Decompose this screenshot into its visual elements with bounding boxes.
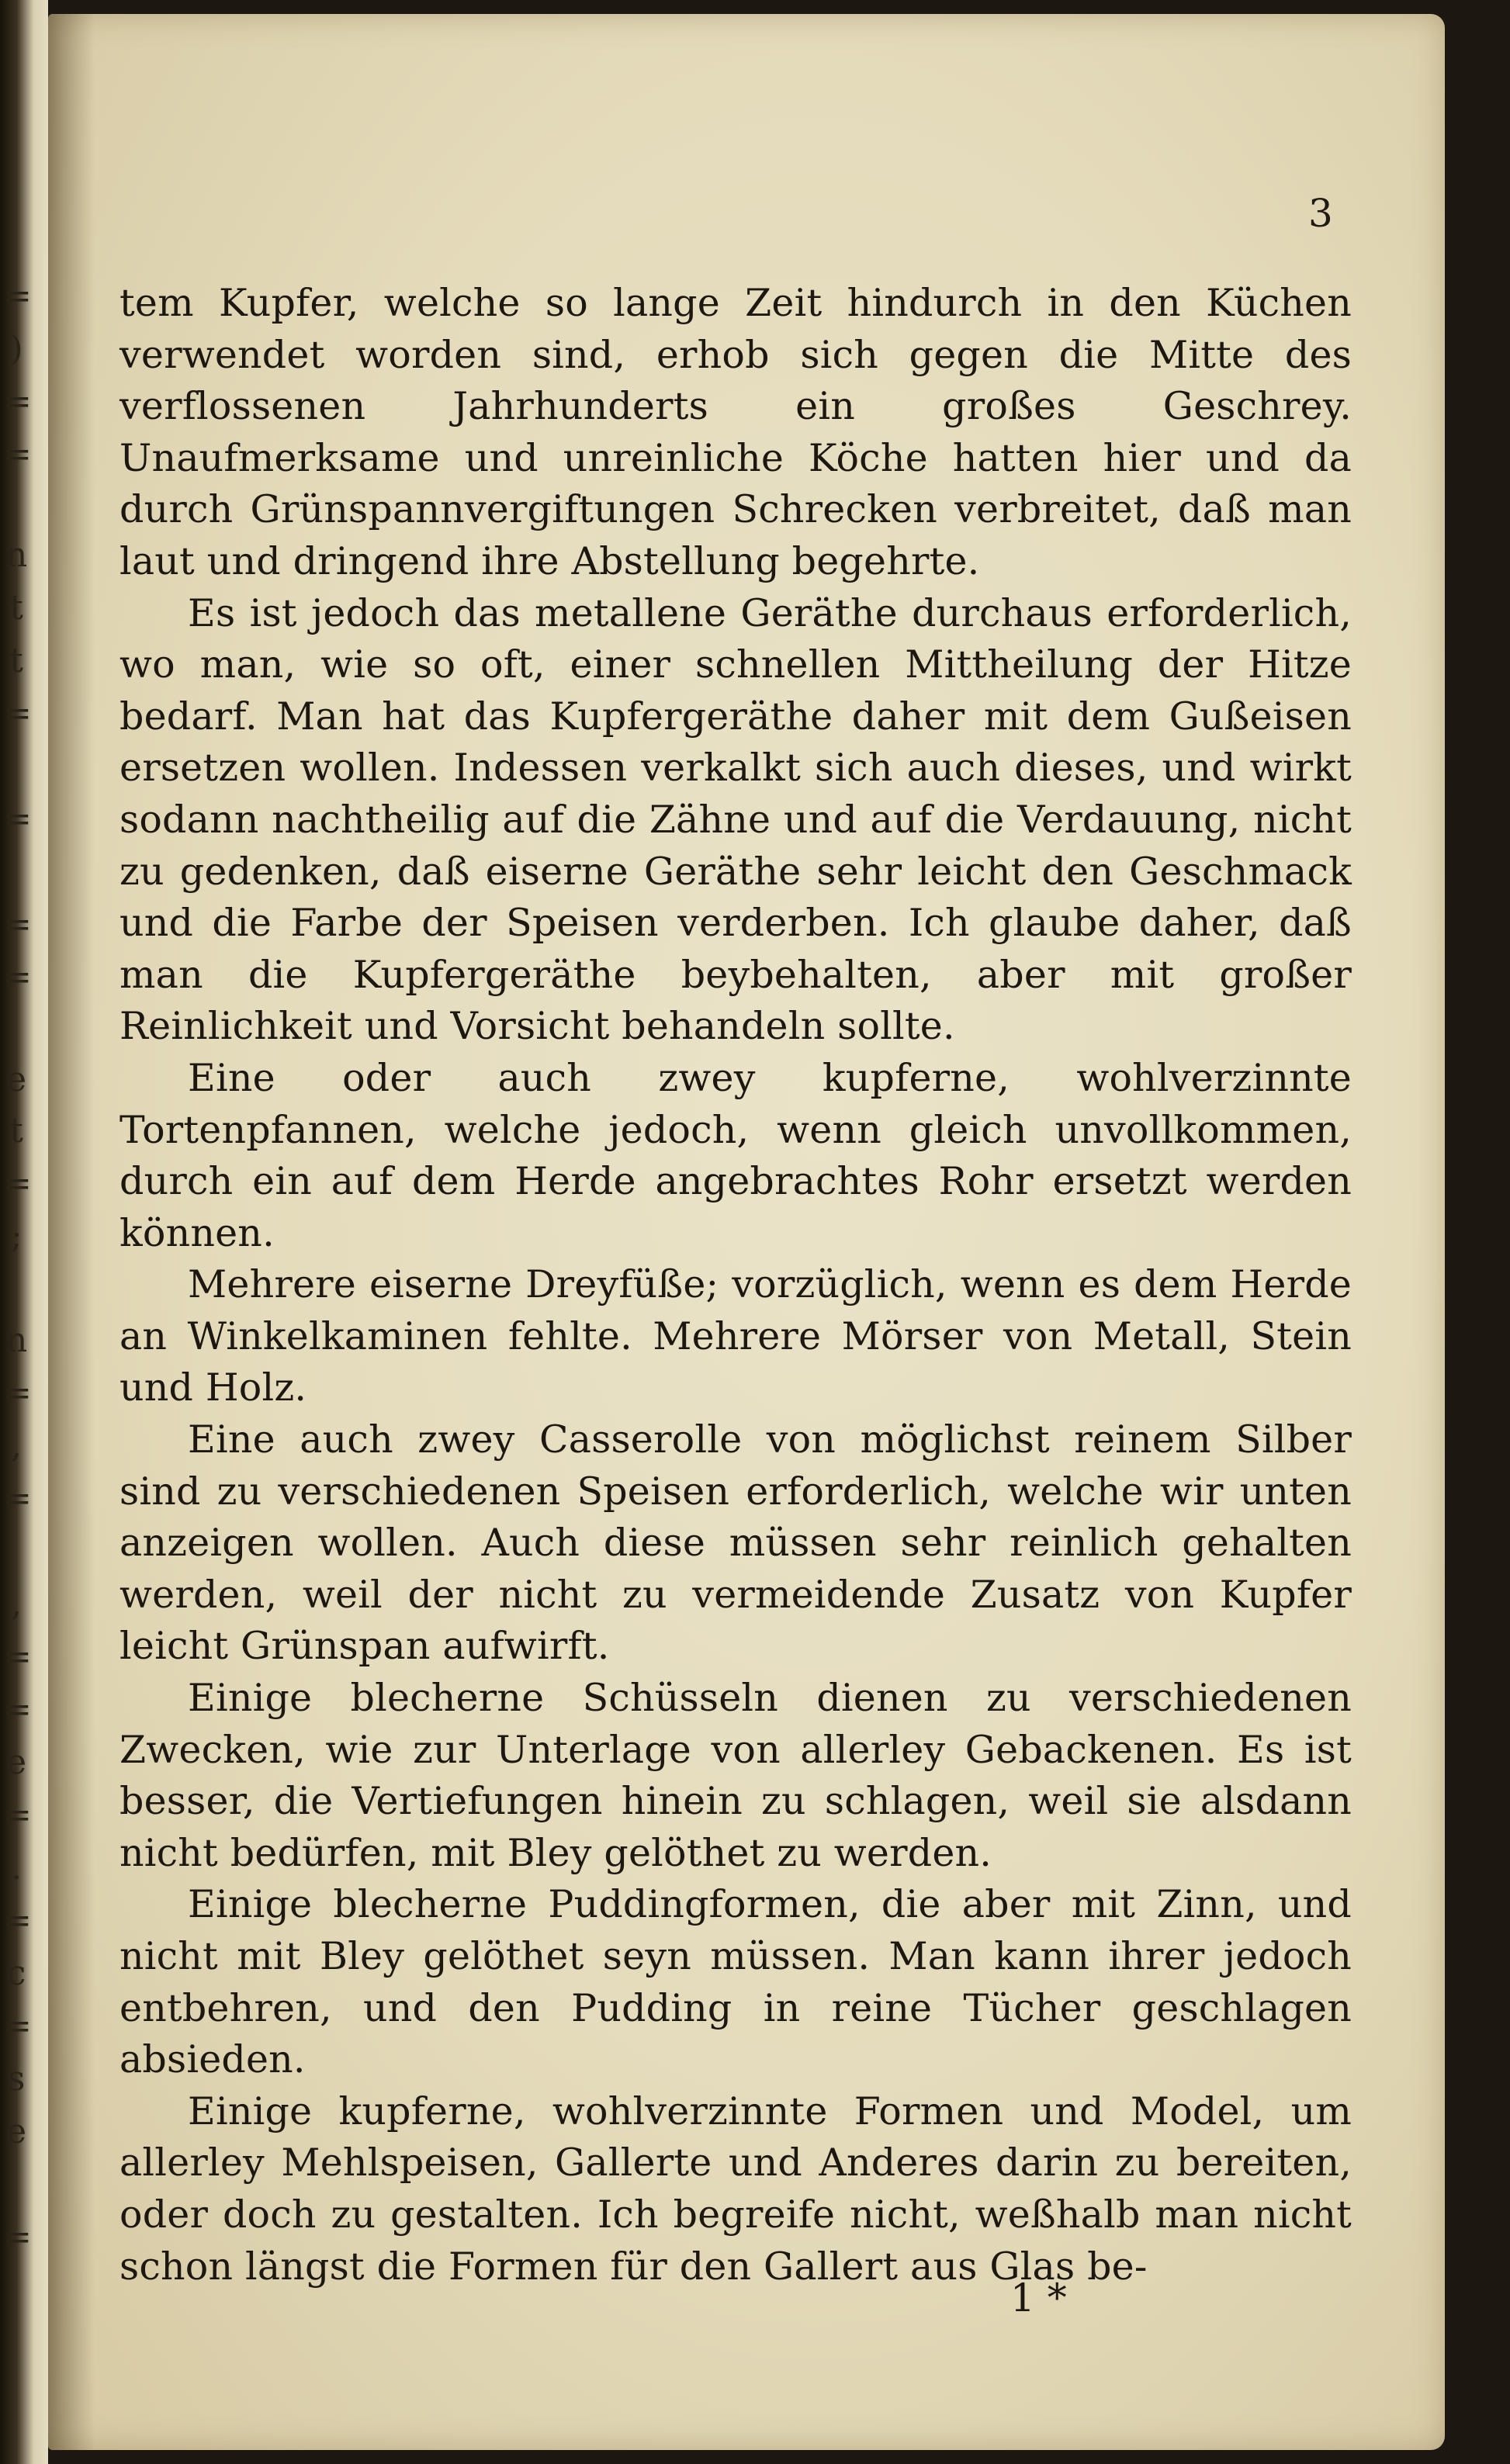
facing-page-glyph: = — [3, 1637, 32, 1677]
body-text — [119, 278, 1352, 2293]
facing-page-glyph: t — [9, 588, 23, 628]
facing-page-glyph: n — [5, 535, 28, 575]
facing-page-glyph: e — [5, 2112, 27, 2151]
facing-page-glyph: . — [11, 1848, 22, 1888]
page-number: 3 — [1308, 191, 1333, 236]
facing-page-glyph: = — [3, 2217, 32, 2257]
facing-page-glyph: = — [3, 957, 32, 997]
facing-page-glyph: = — [3, 382, 32, 421]
facing-page-edge — [0, 0, 48, 2464]
facing-page-glyph: = — [3, 1164, 32, 1203]
facing-page-glyph: e — [5, 1060, 27, 1099]
facing-page-glyph: = — [3, 1690, 32, 1729]
facing-page-glyph: = — [3, 1479, 32, 1518]
facing-page-glyph: = — [3, 276, 32, 316]
facing-page-glyph: ; — [10, 1216, 23, 1256]
paragraph: Eine oder auch zwey kupferne, wohlverzinnte Tortenpfannen, welche jedoch, wenn gleich unvollkommen, durch ein auf dem Herde angebrachtes Rohr ersetzt werden können. — [119, 1055, 1352, 1255]
gutter-shadow — [48, 14, 95, 2450]
facing-page-glyph: s — [7, 2059, 26, 2099]
paragraph: Einige kupferne, wohlverzinnte Formen und Model, um allerley Mehlspeisen, Gallerte und Anderes darin zu bereiten, oder doch zu gestalten. Ich begreife nicht, weßhalb man nicht schon längst die Formen für den Gallert aus Glas be- — [119, 2089, 1352, 2289]
facing-page-glyph: = — [3, 799, 32, 839]
facing-page-glyph: e — [5, 1742, 27, 1782]
facing-page-glyph: n — [5, 1320, 28, 1360]
facing-page-glyph: , — [11, 1584, 22, 1624]
paragraph: tem Kupfer, welche so lange Zeit hindurch in den Küchen verwendet worden sind, erhob sich gegen die Mitte des verflossenen Jahrhunderts ein großes Geschrey. Unaufmerksame und unreinliche Köche hatten hier und da durch Grünspannvergiftungen Schrecken verbreitet, daß man laut und dringend ihre Abstellung begehrte. — [119, 281, 1352, 583]
facing-page-glyph: = — [3, 1373, 32, 1413]
paragraph: Eine auch zwey Casserolle von möglichst reinem Silber sind zu verschiedenen Speisen erforderlich, welche wir unten anzeigen wollen. Auch diese müssen sehr reinlich gehalten werden, weil der nicht zu vermeidende Zusatz von Kupfer leicht Grünspan aufwirft. — [119, 1417, 1352, 1669]
paragraph: Es ist jedoch das metallene Geräthe durchaus erforderlich, wo man, wie so oft, einer schnellen Mittheilung der Hitze bedarf. Man hat das Kupfergeräthe daher mit dem Gußeisen ersetzen wollen. Indessen verkalkt sich auch dieses, und wirkt sodann nachtheilig auf die Zähne und auf die Verdauung, nicht zu gedenken, daß eiserne Geräthe sehr leicht den Geschmack und die Farbe der Speisen verderben. Ich glaube daher, daß man die Kupfergeräthe beybehalten, aber mit großer Reinlichkeit und Vorsicht behandeln sollte. — [119, 590, 1352, 1049]
paragraph: Einige blecherne Schüsseln dienen zu verschiedenen Zwecken, wie zur Unterlage von allerley Gebackenen. Es ist besser, die Vertiefungen hinein zu schlagen, weil sie alsdann nicht bedürfen, mit Bley gelöthet zu werden. — [119, 1676, 1352, 1875]
facing-page-glyph: ) — [9, 329, 23, 369]
facing-page-glyph: , — [11, 1426, 22, 1466]
facing-page-glyph: = — [3, 1901, 32, 1940]
facing-page-glyph: = — [3, 434, 32, 474]
book-page — [48, 14, 1445, 2450]
facing-page-glyph: = — [3, 1795, 32, 1835]
paragraph: Einige blecherne Puddingformen, die aber mit Zinn, und nicht mit Bley gelöthet seyn müssen. Man kann ihrer jedoch entbehren, und den Pudding in reine Tücher geschlagen absieden. — [119, 1882, 1352, 2082]
facing-page-glyph: = — [3, 905, 32, 944]
signature-mark: 1 * — [1010, 2275, 1067, 2320]
paragraph: Mehrere eiserne Dreyfüße; vorzüglich, wenn es dem Herde an Winkelkaminen fehlte. Mehrere Mörser von Metall, Stein und Holz. — [119, 1262, 1352, 1410]
facing-page-glyph: = — [3, 2006, 32, 2046]
facing-page-glyph: = — [3, 694, 32, 733]
facing-page-glyph: c — [6, 1954, 26, 1993]
facing-page-glyph: t — [9, 1111, 23, 1151]
facing-page-glyph: t — [9, 641, 23, 680]
